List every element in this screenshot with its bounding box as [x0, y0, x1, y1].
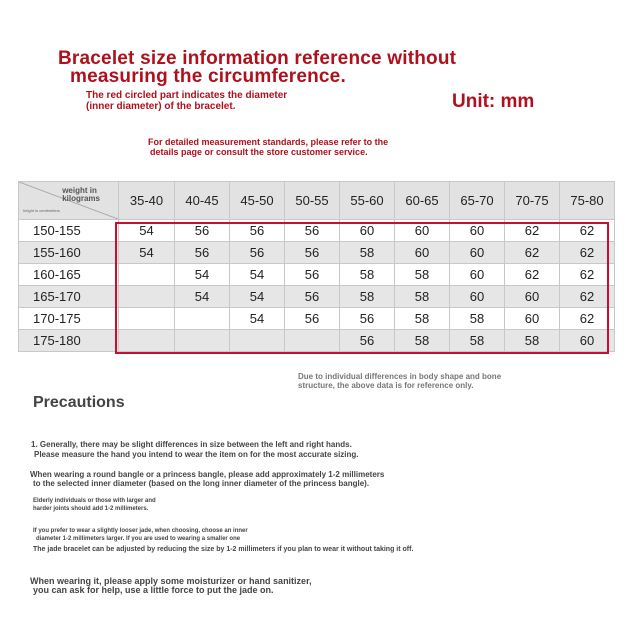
- table-cell: 56: [285, 220, 340, 242]
- table-row: [19, 330, 615, 352]
- weight-axis-label: [62, 187, 100, 203]
- height-axis-label: height in centimeters: [23, 208, 60, 213]
- size-table: [18, 181, 615, 352]
- page-title: [58, 50, 538, 86]
- table-cell: [175, 308, 230, 330]
- diameter-note: [86, 90, 386, 112]
- precautions-heading: Precautions: [33, 394, 125, 411]
- detail-note-line-1: For detailed measurement standards, please refer to the: [148, 137, 389, 147]
- table-cell: 60: [450, 286, 505, 308]
- table-cell: [285, 330, 340, 352]
- unit-label: Unit: mm: [452, 91, 535, 112]
- table-cell: 58: [450, 308, 505, 330]
- table-cell: 56: [230, 242, 285, 264]
- detail-note-line-2: details page or consult the store customer service.: [150, 147, 368, 157]
- precaution-note-5: The jade bracelet can be adjusted by reducing the size by 1-2 millimeters if you plan to wear it without taking it off.: [33, 546, 414, 553]
- table-cell: 62: [560, 308, 615, 330]
- table-row: [19, 242, 615, 264]
- table-cell: 62: [560, 220, 615, 242]
- table-cell: 58: [450, 330, 505, 352]
- table-cell: 56: [340, 330, 395, 352]
- precaution-note-2-line-1: When wearing a round bangle or a princess bangle, please add approximately 1-2 millimeters: [30, 470, 385, 479]
- table-cell: 62: [505, 242, 560, 264]
- precaution-note-6-line-2: you can ask for help, use a little force to put the jade on.: [33, 585, 274, 595]
- title-line-1: Bracelet size information reference without: [58, 48, 457, 69]
- table-cell: 54: [230, 264, 285, 286]
- table-cell: 60: [395, 220, 450, 242]
- column-header: 55-60: [340, 182, 395, 220]
- table-cell: 60: [395, 242, 450, 264]
- table-cell: [230, 330, 285, 352]
- table-cell: 60: [560, 330, 615, 352]
- precaution-note-6-line-1: When wearing it, please apply some moisturizer or hand sanitizer,: [30, 576, 312, 586]
- table-cell: 60: [505, 308, 560, 330]
- table-cell: 58: [340, 286, 395, 308]
- table-cell: 54: [119, 242, 175, 264]
- table-cell: 62: [505, 264, 560, 286]
- table-corner-cell: [19, 182, 119, 220]
- table-cell: [119, 308, 175, 330]
- title-line-2: measuring the circumference.: [70, 66, 346, 87]
- table-cell: [119, 264, 175, 286]
- diameter-note-line-1: The red circled part indicates the diameter: [86, 90, 288, 101]
- precaution-note-2-line-2: to the selected inner diameter (based on the long inner diameter of the princess bangle).: [33, 479, 370, 488]
- table-cell: 58: [505, 330, 560, 352]
- table-cell: 62: [560, 264, 615, 286]
- table-cell: [119, 330, 175, 352]
- table-cell: 60: [450, 220, 505, 242]
- table-cell: 58: [395, 286, 450, 308]
- table-cell: 60: [505, 286, 560, 308]
- row-header: 150-155: [19, 220, 119, 242]
- table-row: [19, 264, 615, 286]
- table-cell: 58: [395, 330, 450, 352]
- disclaimer-line-1: Due to individual differences in body shape and bone: [298, 372, 502, 381]
- column-header: 35-40: [119, 182, 175, 220]
- table-cell: 58: [340, 242, 395, 264]
- table-cell: 60: [450, 264, 505, 286]
- precaution-note-1-line-2: Please measure the hand you intend to wear the item on for the most accurate sizing.: [34, 450, 359, 459]
- table-cell: 54: [175, 286, 230, 308]
- precaution-note-3: [33, 497, 333, 513]
- table-cell: 58: [395, 308, 450, 330]
- disclaimer-line-2: structure, the above data is for reference only.: [298, 381, 474, 390]
- table-cell: 56: [285, 308, 340, 330]
- table-cell: 60: [340, 220, 395, 242]
- column-header: 65-70: [450, 182, 505, 220]
- table-header-row: [19, 182, 615, 220]
- table-cell: 56: [230, 220, 285, 242]
- table-cell: 62: [560, 242, 615, 264]
- precaution-note-1: [31, 440, 591, 460]
- weight-axis-label-line-1: weight in: [62, 186, 97, 195]
- precaution-note-3-line-1: Elderly individuals or those with larger and: [33, 498, 156, 504]
- table-cell: 56: [285, 264, 340, 286]
- table-cell: 56: [285, 242, 340, 264]
- reference-disclaimer: [298, 372, 578, 390]
- table-row: [19, 286, 615, 308]
- column-header: 50-55: [285, 182, 340, 220]
- column-header: 45-50: [230, 182, 285, 220]
- table-cell: 56: [175, 242, 230, 264]
- table-cell: 56: [175, 220, 230, 242]
- precaution-note-4-line-2: diameter 1-2 millimeters larger. If you are used to wearing a smaller one: [36, 536, 241, 542]
- table-cell: [175, 330, 230, 352]
- table-cell: 56: [340, 308, 395, 330]
- table-cell: 58: [340, 264, 395, 286]
- table-cell: 54: [119, 220, 175, 242]
- weight-axis-label-line-2: kilograms: [62, 194, 100, 203]
- table-cell: 56: [285, 286, 340, 308]
- diameter-note-line-2: (inner diameter) of the bracelet.: [86, 101, 236, 112]
- column-header: 70-75: [505, 182, 560, 220]
- table-cell: 54: [175, 264, 230, 286]
- column-header: 40-45: [175, 182, 230, 220]
- row-header: 175-180: [19, 330, 119, 352]
- precaution-note-4: [33, 527, 433, 543]
- table-cell: 58: [395, 264, 450, 286]
- precaution-note-6: [30, 577, 590, 595]
- row-header: 170-175: [19, 308, 119, 330]
- detail-note: [148, 137, 448, 157]
- row-header: 165-170: [19, 286, 119, 308]
- precaution-note-3-line-2: harder joints should add 1-2 millimeters.: [33, 506, 149, 512]
- table-cell: 62: [505, 220, 560, 242]
- table-row: [19, 308, 615, 330]
- table-row: [19, 220, 615, 242]
- precaution-note-4-line-1: If you prefer to wear a slightly looser jade, when choosing, choose an inner: [33, 528, 248, 534]
- table-cell: 62: [560, 286, 615, 308]
- table-cell: 54: [230, 286, 285, 308]
- row-header: 160-165: [19, 264, 119, 286]
- column-header: 60-65: [395, 182, 450, 220]
- column-header: 75-80: [560, 182, 615, 220]
- precaution-note-2: [30, 470, 590, 488]
- table-cell: 54: [230, 308, 285, 330]
- table-cell: [119, 286, 175, 308]
- precaution-note-1-line-1: 1. Generally, there may be slight differences in size between the left and right hands.: [31, 440, 352, 449]
- row-header: 155-160: [19, 242, 119, 264]
- table-cell: 60: [450, 242, 505, 264]
